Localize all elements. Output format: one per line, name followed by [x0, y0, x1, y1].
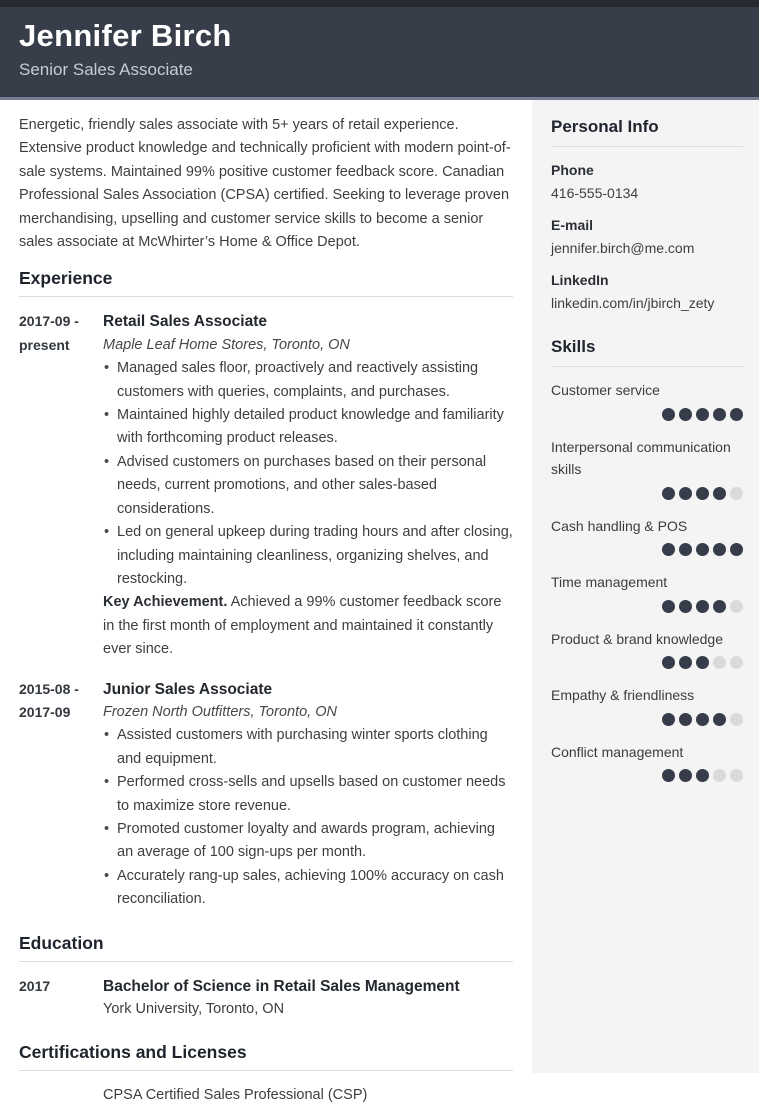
rating-dot-filled [696, 713, 709, 726]
skill-name: Empathy & friendliness [551, 687, 695, 703]
job-title: Junior Sales Associate [103, 680, 273, 698]
candidate-job-title: Senior Sales Associate [19, 60, 193, 79]
main-column [0, 100, 532, 1104]
job-bullets [103, 357, 513, 591]
date-start: 2017-09 - [19, 313, 79, 330]
rating-dot-filled [713, 713, 726, 726]
key-achievement-label: Key Achievement. [103, 594, 228, 611]
entry-body [103, 678, 513, 912]
sidebar [532, 100, 759, 1073]
certifications-heading: Certifications and Licenses [19, 1042, 513, 1071]
rating-dot-filled [679, 543, 692, 556]
rating-dot-empty [730, 656, 743, 669]
rating-dot-empty [713, 656, 726, 669]
skill-rating-dots [551, 656, 743, 669]
experience-entry [19, 310, 513, 661]
rating-dot-filled [713, 600, 726, 613]
rating-dot-empty [730, 769, 743, 782]
rating-dot-filled [662, 487, 675, 500]
rating-dot-filled [696, 408, 709, 421]
section-certifications [19, 1042, 513, 1107]
job-title: Retail Sales Associate [103, 313, 267, 331]
bullet-item: • Advised customers on purchases based on their personal needs, current promotions, and other sales-based considerations. [103, 451, 513, 521]
degree-title: Bachelor of Science in Retail Sales Management [103, 977, 460, 995]
rating-dot-filled [662, 769, 675, 782]
personal-info-block [551, 117, 743, 314]
skill-name: Product & brand knowledge [551, 630, 723, 647]
skill-item [551, 379, 743, 421]
bullet-item: • Accurately rang-up sales, achieving 100% accuracy on cash reconciliation. [103, 865, 513, 912]
rating-dot-filled [730, 408, 743, 421]
skills-block [551, 337, 743, 782]
skill-item [551, 571, 743, 613]
candidate-name: Jennifer Birch [19, 18, 232, 53]
personal-info-item [551, 269, 743, 314]
school-name: York University, Toronto, ON [103, 1001, 285, 1017]
skill-name: Customer service [551, 382, 660, 398]
date-end: present [19, 336, 70, 353]
bullet-item: • Led on general upkeep during trading hours and after closing, including maintaining cleanliness, organizing shelves, and restocking. [103, 521, 513, 591]
bullet-item: • Performed cross-sells and upsells based on customer needs to maximize store revenue. [103, 771, 513, 818]
rating-dot-filled [696, 600, 709, 613]
rating-dot-filled [730, 543, 743, 556]
rating-dot-filled [679, 487, 692, 500]
rating-dot-empty [730, 713, 743, 726]
rating-dot-filled [662, 408, 675, 421]
rating-dot-filled [713, 487, 726, 500]
rating-dot-filled [679, 408, 692, 421]
bullet-item: • Promoted customer loyalty and awards program, achieving an average of 100 sign-ups per month. [103, 818, 513, 865]
entry-body [103, 310, 513, 661]
personal-info-item [551, 214, 743, 259]
rating-dot-filled [696, 656, 709, 669]
skill-item [551, 684, 743, 726]
entry-date: 2017 [19, 977, 51, 994]
skill-name: Time management [551, 574, 668, 590]
rating-dot-filled [696, 487, 709, 500]
bullet-item: • Managed sales floor, proactively and reactively assisting customers with queries, complaints, and purchases. [103, 357, 513, 404]
skill-name: Interpersonal communication skills [551, 438, 731, 477]
entry-date [19, 310, 103, 661]
linkedin-value: linkedin.com/in/jbirch_zety [551, 295, 715, 311]
date-end: 2017-09 [19, 703, 71, 720]
entry-body [103, 975, 513, 1022]
education-heading: Education [19, 933, 513, 962]
entry-date [19, 1084, 103, 1107]
resume-header [0, 0, 759, 100]
rating-dot-empty [730, 600, 743, 613]
summary-paragraph: Energetic, friendly sales associate with 5+ years of retail experience. Extensive product knowledge and technically proficient with modern point-of-sale systems. Maintained 99% positive customer feedback score. Canadian Professional Sales Association (CPSA) certified. Seeking to leverage proven merchandising, upselling and customer service skills to become a senior sales associate at McWhirter’s Home & Office Depot. [19, 117, 511, 251]
rating-dot-filled [679, 600, 692, 613]
rating-dot-filled [713, 408, 726, 421]
personal-info-heading: Personal Info [551, 117, 743, 147]
rating-dot-filled [662, 656, 675, 669]
skill-item [551, 741, 743, 783]
rating-dot-empty [730, 487, 743, 500]
phone-label: Phone [551, 162, 594, 178]
skill-item [551, 515, 743, 557]
date-start: 2015-08 - [19, 680, 79, 697]
rating-dot-filled [662, 600, 675, 613]
skill-rating-dots [551, 600, 743, 613]
skill-name: Conflict management [551, 743, 684, 760]
education-entry [19, 975, 513, 1022]
rating-dot-filled [713, 543, 726, 556]
entry-date [19, 678, 103, 912]
bullet-item: • Maintained highly detailed product knowledge and familiarity with forthcoming product releases. [103, 404, 513, 451]
rating-dot-filled [696, 543, 709, 556]
rating-dot-filled [662, 713, 675, 726]
rating-dot-filled [679, 656, 692, 669]
skill-item [551, 436, 743, 500]
certification-entry [19, 1084, 513, 1107]
rating-dot-filled [679, 713, 692, 726]
rating-dot-filled [696, 769, 709, 782]
company-name: Frozen North Outfitters, Toronto, ON [103, 703, 337, 720]
section-education [19, 933, 513, 1022]
skill-rating-dots [551, 713, 743, 726]
key-achievement-text: Achieved a 99% customer feedback score in the first month of employment and maintained it constantly ever since. [103, 594, 502, 658]
entry-body [103, 1084, 513, 1107]
email-label: E-mail [551, 217, 594, 233]
skill-name: Cash handling & POS [551, 517, 688, 534]
section-experience [19, 268, 513, 911]
skill-rating-dots [551, 487, 743, 500]
rating-dot-filled [679, 769, 692, 782]
job-bullets [103, 724, 513, 911]
phone-value: 416-555-0134 [551, 185, 639, 201]
rating-dot-empty [713, 769, 726, 782]
linkedin-label: LinkedIn [551, 272, 609, 288]
skill-item [551, 628, 743, 670]
rating-dot-filled [662, 543, 675, 556]
key-achievement [103, 591, 513, 661]
skill-rating-dots [551, 543, 743, 556]
skills-heading: Skills [551, 337, 743, 367]
skill-rating-dots [551, 769, 743, 782]
resume-body [0, 100, 759, 1104]
email-value: jennifer.birch@me.com [551, 240, 695, 256]
skill-rating-dots [551, 408, 743, 421]
bullet-item: • Assisted customers with purchasing winter sports clothing and equipment. [103, 724, 513, 771]
company-name: Maple Leaf Home Stores, Toronto, ON [103, 336, 350, 353]
experience-entry [19, 678, 513, 912]
experience-heading: Experience [19, 268, 513, 297]
personal-info-item [551, 159, 743, 204]
certification-name: CPSA Certified Sales Professional (CSP) [103, 1087, 368, 1104]
